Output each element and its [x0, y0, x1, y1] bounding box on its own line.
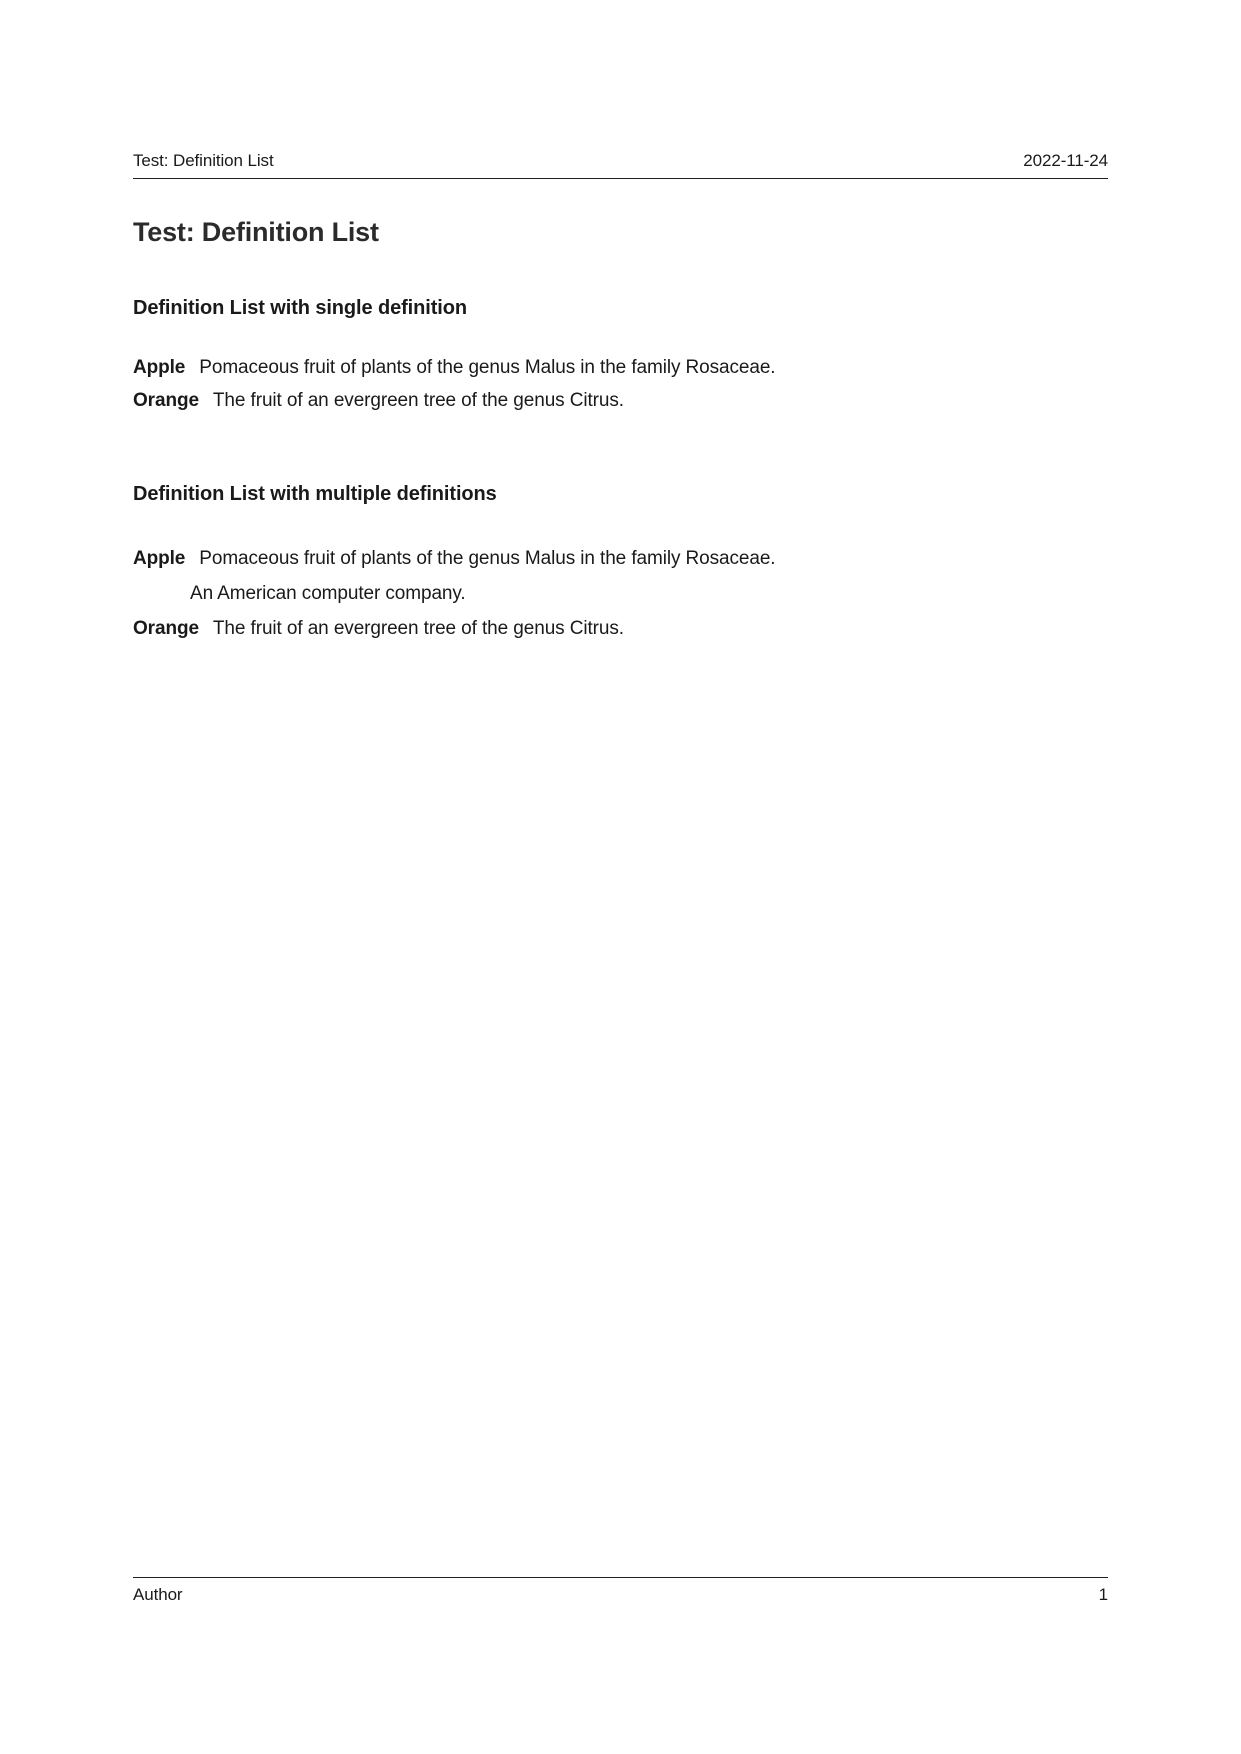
definition-list [133, 351, 1108, 417]
definition-line [133, 384, 1108, 417]
definition-term: Apple [133, 548, 186, 570]
definition-line [133, 541, 1108, 576]
section-heading: Definition List with multiple definitions [133, 483, 497, 506]
running-footer [133, 1577, 1108, 1605]
definition-line [133, 611, 1108, 646]
footer-author: Author [133, 1585, 183, 1604]
definition-item [133, 351, 1108, 384]
section-multiple-definitions [133, 481, 1108, 646]
definition-term: Orange [133, 390, 199, 412]
definition-line [133, 351, 1108, 384]
definition-text: Pomaceous fruit of plants of the genus Malus in the family Rosaceae. [199, 357, 776, 379]
definition-item [133, 611, 1108, 646]
page-title: Test: Definition List [133, 217, 379, 247]
definition-line-continuation: An American computer company. [190, 583, 466, 605]
header-document-name: Test: Definition List [133, 151, 274, 170]
section-heading: Definition List with single definition [133, 297, 467, 320]
definition-text: The fruit of an evergreen tree of the genus Citrus. [212, 390, 624, 412]
definition-list [133, 541, 1108, 646]
running-header [133, 0, 1108, 179]
header-date: 2022-11-24 [1023, 151, 1108, 170]
definition-item [133, 541, 1108, 611]
definition-term: Apple [133, 357, 186, 379]
definition-text: The fruit of an evergreen tree of the genus Citrus. [212, 618, 624, 640]
footer-page-number: 1 [1098, 1585, 1108, 1604]
section-single-definition [133, 295, 1108, 417]
definition-term: Orange [133, 618, 199, 640]
definition-text: Pomaceous fruit of plants of the genus Malus in the family Rosaceae. [199, 548, 776, 570]
definition-item [133, 384, 1108, 417]
